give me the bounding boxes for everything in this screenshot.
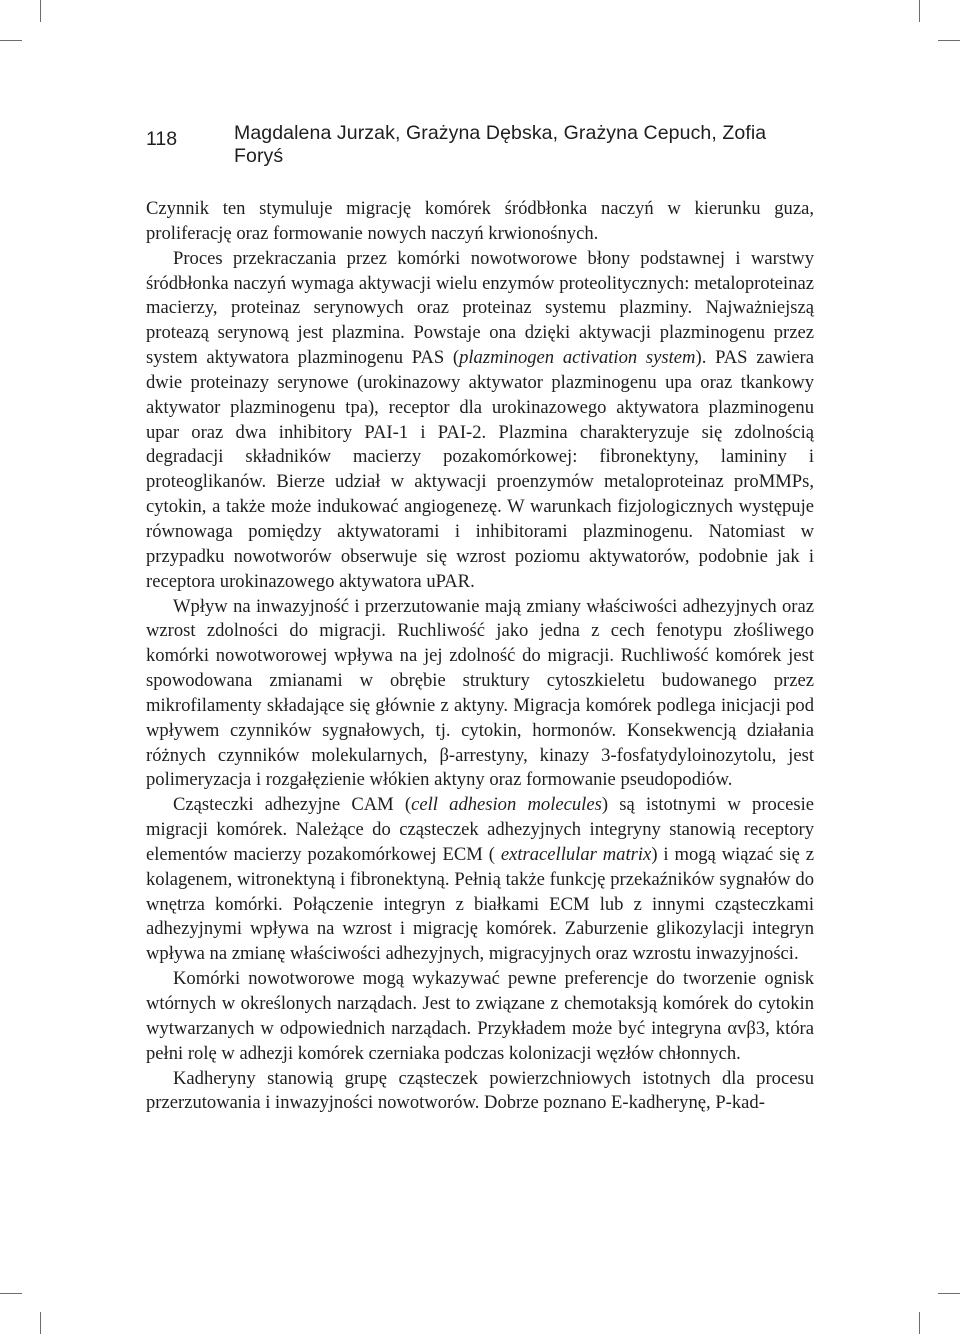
page-number: 118 — [146, 128, 178, 150]
italic-term: extracellular matrix — [500, 843, 652, 865]
italic-term: plazminogen activation system — [459, 347, 696, 369]
paragraph-text: Czynnik ten stymuluje migrację komórek śródbłonka naczyń w kierunku guza, proliferację oraz formowanie nowych naczyń krwionośnych. — [146, 198, 814, 244]
paragraph-text: ) są istotnymi w procesie migracji komórek. Należące do cząsteczek adhezyjnych integryny stanowią receptory elementów macierzy pozakomórkowej ECM ( — [146, 794, 814, 865]
paragraph-text: ). PAS zawiera dwie proteinazy serynowe (urokinazowy aktywator plazminogenu upa oraz tkankowy aktywator plazminogenu tpa), receptor dla urokinazowego aktywatora plazminogenu upar oraz dwa inhibitory PAI-1 i PAI-2. Plazmina charakteryzuje się zdolnością degradacji składników macierzy pozakomórkowej: fibronektyny, lamininy i proteoglikanów. Bierze udział w aktywacji proenzymów metaloproteinaz proMMPs, cytokin, a także może indukować angiogenezę. W warunkach fizjologicznych występuje równowaga pomiędzy aktywatorami i inhibitorami plazminogenu. Natomiast w przypadku nowotworów obserwuje się wzrost poziomu aktywatorów, podobnie jak i receptora urokinazowego aktywatora uPAR. — [146, 347, 814, 592]
paragraph — [146, 197, 814, 247]
paragraph — [146, 967, 814, 1066]
running-header-authors: Magdalena Jurzak, Grażyna Dębska, Grażyna Cepuch, Zofia Foryś — [234, 122, 767, 167]
paragraph — [146, 595, 814, 794]
crop-mark-bottom-right — [919, 1312, 920, 1334]
paragraph — [146, 247, 814, 595]
paragraph-text: Kadheryny stanowią grupę cząsteczek powierzchniowych istotnych dla procesu przerzutowania i inwazyjności nowotworów. Dobrze poznano E-kadherynę, P-kad- — [146, 1067, 814, 1114]
crop-mark-top-right — [919, 0, 920, 22]
paragraph — [146, 793, 814, 967]
crop-mark-top-left-horizontal — [0, 40, 22, 41]
paragraph-text: Proces przekraczania przez komórki nowotworowe błony podstawnej i warstwy śródbłonka naczyń wymaga aktywacji wielu enzymów proteolitycznych: metaloproteinaz macierzy, proteinaz serynowych oraz proteinaz systemu plazminy. Najważniejszą proteazą serynową jest plazmina. Powstaje ona dzięki aktywacji plazminogenu przez system aktywatora plazminogenu PAS ( — [146, 247, 814, 369]
crop-mark-bottom-left — [40, 1312, 41, 1334]
crop-mark-bottom-right-horizontal — [938, 1293, 960, 1294]
paragraph-text: ) i mogą wiązać się z kolagenem, witronektyną i fibronektyną. Pełnią także funkcję przekaźników sygnałów do wnętrza komórki. Połączenie integryn z białkami ECM lub z innymi cząsteczkami adhezyjnymi wpływa na wzrost i migrację komórek. Zaburzenie glikozylacji integryn wpływa na zmianę właściwości adhezyjnych, migracyjnych oraz wzrostu inwazyjności. — [146, 843, 815, 965]
article-body — [146, 197, 814, 1116]
paragraph-text: Komórki nowotworowe mogą wykazywać pewne preferencje do tworzenie ognisk wtórnych w określonych narządach. Jest to związane z chemotaksją komórek do cytokin wytwarzanych w odpowiednich narządach. Przykładem może być integryna αvβ3, która pełni rolę w adhezji komórek czerniaka podczas kolonizacji węzłów chłonnych. — [146, 968, 814, 1064]
running-header — [146, 122, 816, 167]
crop-mark-top-left — [40, 0, 41, 22]
paragraph-text: Cząsteczki adhezyjne CAM ( — [173, 794, 412, 816]
paragraph — [146, 1067, 814, 1117]
crop-mark-top-right-horizontal — [938, 40, 960, 41]
paragraph-text: Wpływ na inwazyjność i przerzutowanie mają zmiany właściwości adhezyjnych oraz wzrost zdolności do migracji. Ruchliwość jako jedna z cech fenotypu złośliwego komórki nowotworowej wpływa na jej zdolność do migracji. Ruchliwość komórek jest spowodowana zmianami w obrębie struktury cytoszkieletu budowanego przez mikrofilamenty składające się głównie z aktyny. Migracja komórek podlega inicjacji pod wpływem czynników sygnałowych, tj. cytokin, hormonów. Konsekwencją działania różnych czynników molekularnych, β-arrestyny, kinazy 3-fosfatydyloinozytolu, jest polimeryzacja i rozgałęzienie włókien aktyny oraz formowanie pseudopodiów. — [146, 595, 814, 791]
crop-mark-bottom-left-horizontal — [0, 1293, 22, 1294]
italic-term: cell adhesion molecules — [411, 794, 602, 816]
